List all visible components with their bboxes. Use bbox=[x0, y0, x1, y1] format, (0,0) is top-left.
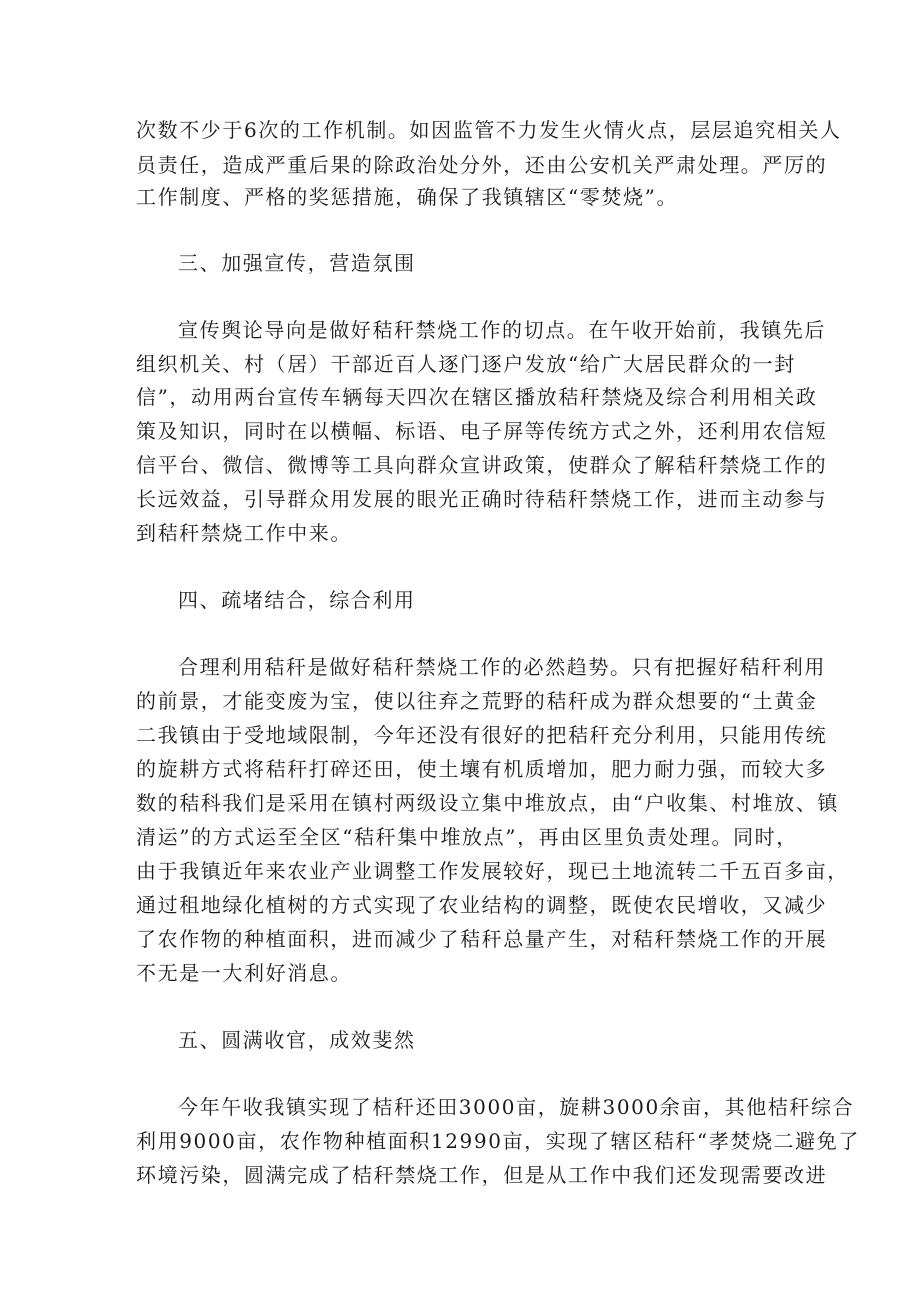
section-heading: 三、加强宣传，营造氛围 bbox=[178, 251, 416, 275]
text-line: 宣传舆论导向是做好秸秆禁烧工作的切点。在午收开始前，我镇先后 bbox=[178, 318, 826, 342]
text-line: 今年午收我镇实现了桔秆还田3000亩，旋耕3000余亩，其他桔秆综合 bbox=[178, 1095, 855, 1119]
text-line: 不无是一大利好消息。 bbox=[136, 961, 352, 985]
text-line: 数的秸科我们是采用在镇村两级设立集中堆放点，由“户收集、村堆放、镇 bbox=[136, 791, 840, 815]
section-heading: 五、圆满收官，成效斐然 bbox=[178, 1028, 416, 1052]
text-line: 工作制度、严格的奖惩措施，确保了我镇辖区“零焚烧”。 bbox=[136, 185, 679, 209]
text-line: 信平台、微信、微博等工具向群众宣讲政策，使群众了解秸秆禁烧工作的 bbox=[136, 453, 828, 477]
text-line: 了农作物的种植面积，进而减少了秸秆总量产生，对秸秆禁烧工作的开展 bbox=[136, 927, 828, 951]
text-line: 次数不少于6次的工作机制。如因监管不力发生火情火点，层层追究相关人 bbox=[136, 118, 842, 142]
text-line: 二我镇由于受地域限制，今年还没有很好的把秸秆充分利用，只能用传统 bbox=[136, 723, 828, 747]
text-line: 的旋耕方式将秸秆打碎还田，使土壤有机质增加，肥力耐力强，而较大多 bbox=[136, 757, 828, 781]
text-line: 信”，动用两台宣传车辆每天四次在辖区播放秸秆禁烧及综合利用相关政 bbox=[136, 385, 818, 409]
text-line: 环境污染，圆满完成了桔秆禁烧工作，但是从工作中我们还发现需要改进 bbox=[136, 1163, 828, 1187]
text-line: 策及知识，同时在以横幅、标语、电子屏等传统方式之外，还利用农信短 bbox=[136, 419, 828, 443]
section-heading: 四、疏堵结合，综合利用 bbox=[178, 588, 416, 612]
text-line: 利用9000亩，农作物种植面积12990亩，实现了辖区秸秆“孝焚烧二避免了 bbox=[136, 1129, 860, 1153]
text-line: 长远效益，引导群众用发展的眼光正确时待秸秆禁烧工作，进而主动参与 bbox=[136, 487, 828, 511]
text-line: 清运”的方式运至全区“秸秆集中堆放点”，再由区里负责处理。同时， bbox=[136, 825, 798, 849]
text-line: 到秸秆禁烧工作中来。 bbox=[136, 521, 352, 545]
text-line: 由于我镇近年来农业产业调整工作发展较好，现已土地流转二千五百多亩， bbox=[136, 859, 849, 883]
text-line: 的前景，才能变废为宝，使以往弃之荒野的秸秆成为群众想要的“土黄金 bbox=[136, 689, 818, 713]
text-line: 组织机关、村（居）干部近百人逐门逐户发放“给广大居民群众的一封 bbox=[136, 352, 796, 376]
text-line: 合理利用秸秆是做好秸秆禁烧工作的必然趋势。只有把握好秸秆利用 bbox=[178, 655, 826, 679]
text-line: 通过租地绿化植树的方式实现了农业结构的调整，既使农民增收，又减少 bbox=[136, 893, 828, 917]
text-line: 员责任，造成严重后果的除政治处分外，还由公安机关严肃处理。严厉的 bbox=[136, 153, 828, 177]
